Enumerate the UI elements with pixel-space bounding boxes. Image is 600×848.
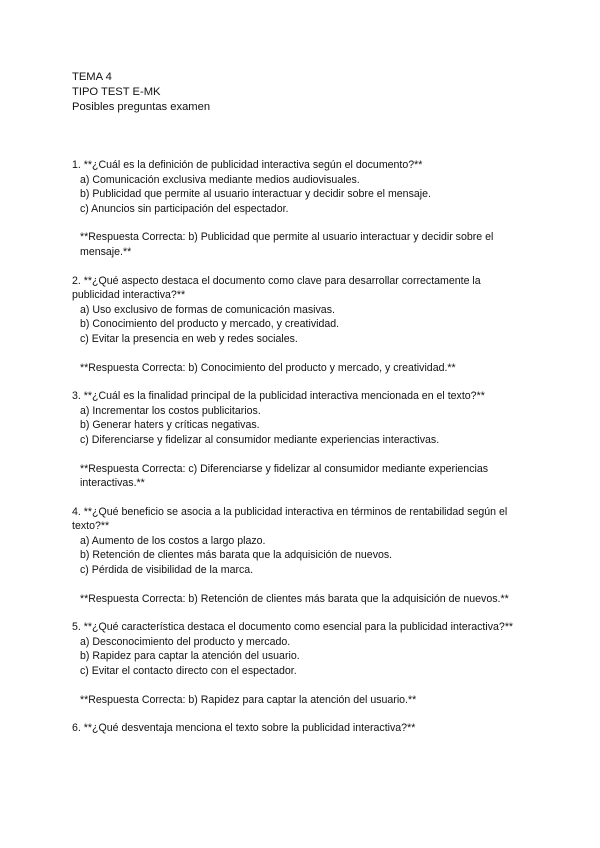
option-b: b) Generar haters y críticas negativas. bbox=[80, 419, 260, 432]
option-b: b) Publicidad que permite al usuario interactuar y decidir sobre el mensaje. bbox=[80, 188, 431, 201]
document-header bbox=[72, 70, 210, 115]
correct-answer: **Respuesta Correcta: c) Diferenciarse y fidelizar al consumidor mediante experiencias interactivas.** bbox=[80, 462, 489, 490]
question-text: 5. **¿Qué característica destaca el documento como esencial para la publicidad interactiva?** bbox=[72, 621, 514, 634]
subtitle: Posibles preguntas examen bbox=[72, 101, 211, 113]
question-text: 3. **¿Cuál es la finalidad principal de la publicidad interactiva mencionada en el texto?** bbox=[72, 390, 485, 403]
question-text: 1. **¿Cuál es la definición de publicidad interactiva según el documento?** bbox=[72, 159, 423, 171]
question-text: 2. **¿Qué aspecto destaca el documento como clave para desarrollar correctamente la publicidad interactiva?** bbox=[72, 274, 481, 302]
option-a: a) Aumento de los costos a largo plazo. bbox=[80, 534, 266, 547]
correct-answer: **Respuesta Correcta: b) Retención de clientes más barata que la adquisición de nuevos.** bbox=[80, 592, 509, 605]
question-5 bbox=[72, 620, 527, 707]
question-text: 6. **¿Qué desventaja menciona el texto sobre la publicidad interactiva?** bbox=[72, 722, 416, 735]
question-list bbox=[72, 158, 527, 750]
option-b: b) Rapidez para captar la atención del usuario. bbox=[80, 650, 300, 663]
question-1 bbox=[72, 158, 527, 260]
question-4 bbox=[72, 505, 527, 607]
correct-answer: **Respuesta Correcta: b) Publicidad que permite al usuario interactuar y decidir sobre el mensaje.** bbox=[80, 231, 494, 258]
correct-answer: **Respuesta Correcta: b) Conocimiento del producto y mercado, y creatividad.** bbox=[80, 361, 456, 374]
option-b: b) Conocimiento del producto y mercado, y creatividad. bbox=[80, 318, 340, 331]
option-c: c) Anuncios sin participación del espectador. bbox=[80, 202, 289, 215]
option-c: c) Pérdida de visibilidad de la marca. bbox=[80, 564, 254, 577]
question-2 bbox=[72, 274, 527, 376]
test-type: TIPO TEST E-MK bbox=[72, 86, 161, 98]
correct-answer: **Respuesta Correcta: b) Rapidez para captar la atención del usuario.** bbox=[80, 693, 417, 706]
question-6 bbox=[72, 721, 527, 736]
option-c: c) Evitar la presencia en web y redes sociales. bbox=[80, 332, 298, 345]
option-c: c) Diferenciarse y fidelizar al consumidor mediante experiencias interactivas. bbox=[80, 433, 440, 446]
option-a: a) Comunicación exclusiva mediante medios audiovisuales. bbox=[80, 173, 360, 186]
option-a: a) Incrementar los costos publicitarios. bbox=[80, 404, 261, 417]
question-text: 4. **¿Qué beneficio se asocia a la publicidad interactiva en términos de rentabilidad según el texto?** bbox=[72, 505, 508, 533]
option-a: a) Uso exclusivo de formas de comunicación masivas. bbox=[80, 303, 335, 316]
option-c: c) Evitar el contacto directo con el espectador. bbox=[80, 665, 297, 678]
option-a: a) Desconocimiento del producto y mercado. bbox=[80, 635, 291, 648]
question-3 bbox=[72, 389, 527, 491]
topic-title: TEMA 4 bbox=[72, 71, 112, 83]
option-b: b) Retención de clientes más barata que la adquisición de nuevos. bbox=[80, 549, 393, 562]
